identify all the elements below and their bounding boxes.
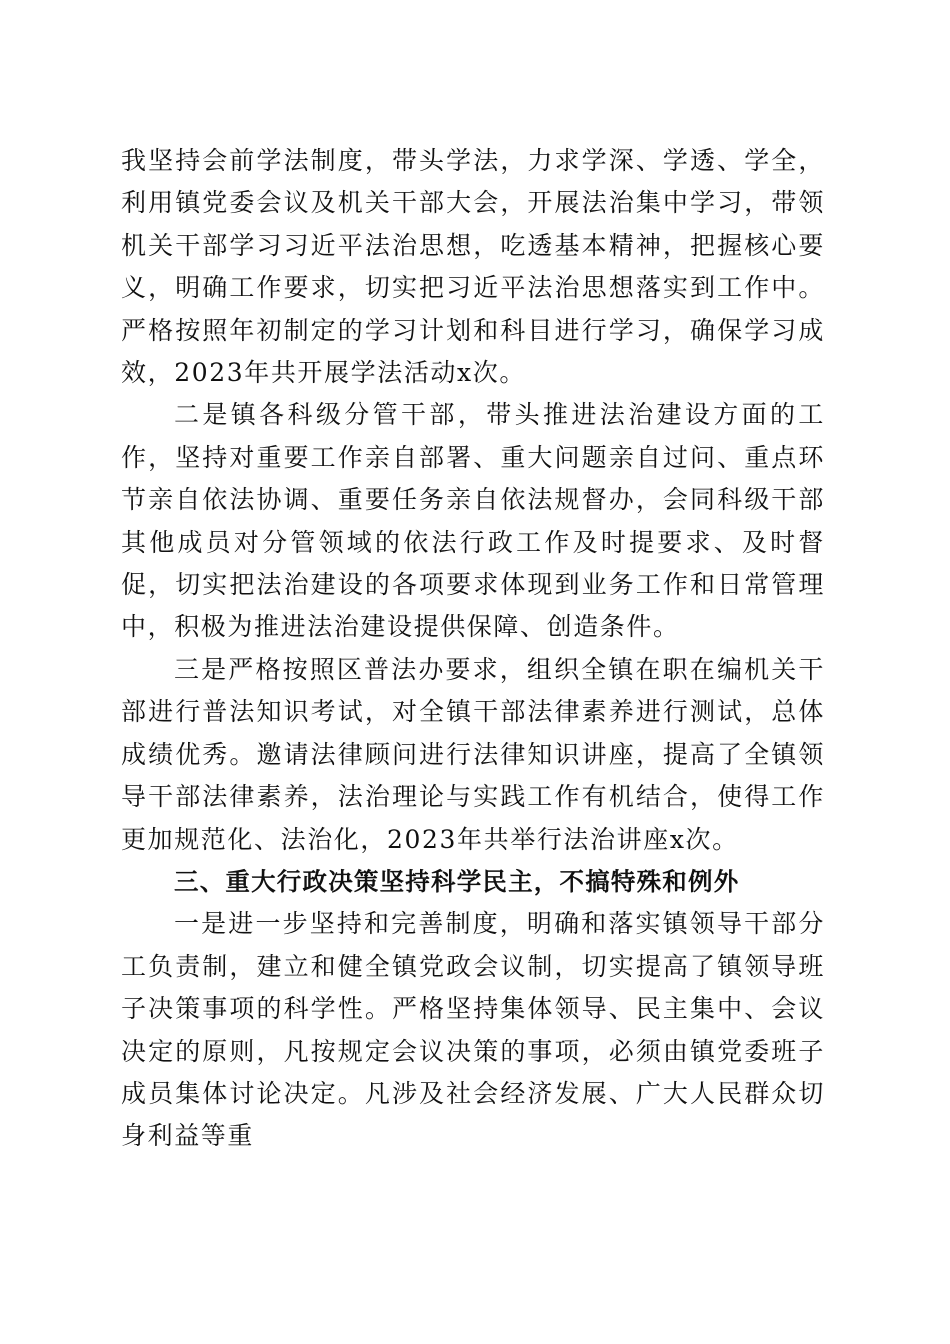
paragraph-improve-system: 一是进一步坚持和完善制度，明确和落实镇领导干部分工负责制，建立和健全镇党政会议制，切实提高了镇领导班子决策事项的科学性。严格坚持集体领导、民主集中、会议决定的原则，凡按规定会议决策的事项，必须由镇党委班子成员集体讨论决定。凡涉及社会经济发展、广大人民群众切身利益等重 [121, 909, 825, 1151]
document-body [121, 140, 825, 1158]
paragraph-study-law: 我坚持会前学法制度，带头学法，力求学深、学透、学全，利用镇党委会议及机关干部大会，开展法治集中学习，带领机关干部学习习近平法治思想，吃透基本精神，把握核心要义，明确工作要求，切实把习近平法治思想落实到工作中。严格按照年初制定的学习计划和科目进行学习，确保学习成效，2023年共开展学法活动x次。 [121, 146, 825, 388]
section-heading-major-decisions: 三、重大行政决策坚持科学民主，不搞特殊和例外 [174, 866, 740, 896]
paragraph-cadres-lead: 二是镇各科级分管干部，带头推进法治建设方面的工作，坚持对重要工作亲自部署、重大问题亲自过问、重点环节亲自依法协调、重要任务亲自依法规督办，会同科级干部其他成员对分管领域的依法行政工作及时提要求、及时督促，切实把法治建设的各项要求体现到业务工作和日常管理中，积极为推进法治建设提供保障、创造条件。 [121, 400, 825, 642]
paragraph-law-exam: 三是严格按照区普法办要求，组织全镇在职在编机关干部进行普法知识考试，对全镇干部法律素养进行测试，总体成绩优秀。邀请法律顾问进行法律知识讲座，提高了全镇领导干部法律素养，法治理论与实践工作有机结合，使得工作更加规范化、法治化，2023年共举行法治讲座x次。 [121, 654, 825, 854]
